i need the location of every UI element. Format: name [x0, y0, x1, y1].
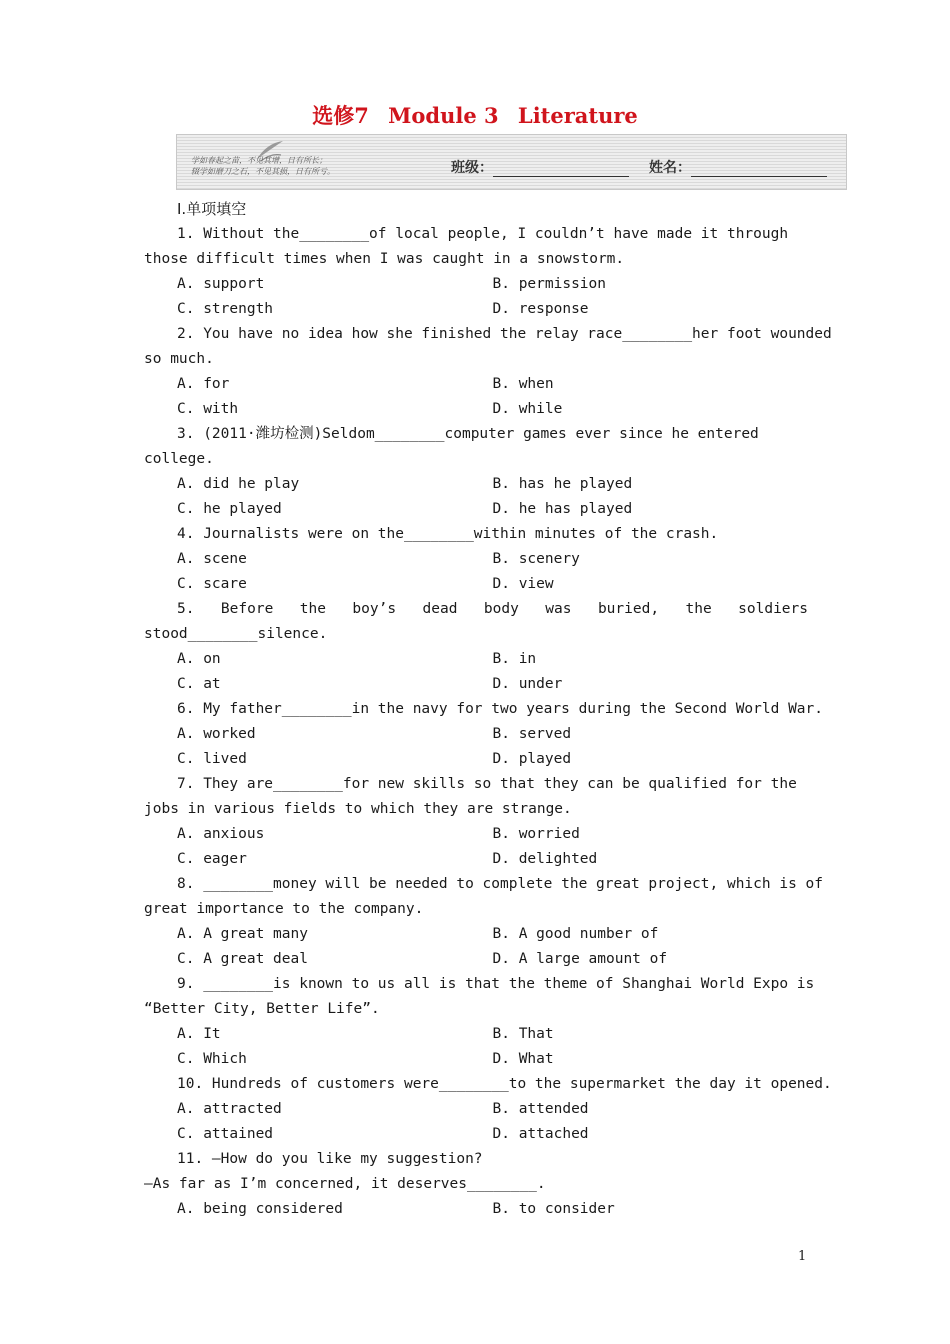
- option-row: [144, 922, 808, 947]
- answer-option[interactable]: C. scare: [177, 576, 247, 592]
- answer-option[interactable]: B. has he played: [492, 476, 633, 492]
- answer-option[interactable]: A. worked: [177, 726, 256, 742]
- option-row: [144, 1022, 808, 1047]
- answer-option[interactable]: B. A good number of: [492, 926, 659, 942]
- question-continuation: stood________silence.: [144, 626, 328, 642]
- answer-option[interactable]: B. to consider: [492, 1201, 615, 1217]
- option-row: [144, 547, 808, 572]
- answer-option[interactable]: A. being considered: [177, 1201, 343, 1217]
- question-list: [144, 222, 832, 1222]
- answer-option[interactable]: B. scenery: [492, 551, 580, 567]
- answer-option[interactable]: D. What: [492, 1051, 554, 1067]
- answer-option[interactable]: D. while: [492, 401, 563, 417]
- title-module: Module 3: [388, 103, 499, 128]
- motto-line-1: 学如春起之苗，不见其增，日有所长；: [191, 156, 327, 165]
- answer-option[interactable]: A. support: [177, 276, 265, 292]
- option-row: [144, 722, 808, 747]
- answer-option[interactable]: D. played: [492, 751, 572, 767]
- answer-option[interactable]: C. he played: [177, 501, 282, 517]
- answer-option[interactable]: C. lived: [177, 751, 247, 767]
- motto-line-2: 辍学如磨刀之石，不见其损，日有所亏。: [191, 167, 335, 176]
- answer-option[interactable]: D. response: [492, 301, 589, 317]
- option-row: [144, 297, 808, 322]
- question-stem: 5. Before the boy’s dead body was buried, the soldiers: [177, 601, 808, 617]
- question-item: [144, 697, 824, 772]
- answer-option[interactable]: C. strength: [177, 301, 274, 317]
- question-stem: 2. You have no idea how she finished the relay race________her foot wounded: [177, 326, 832, 342]
- question-item: [144, 1072, 832, 1147]
- option-row: [144, 847, 808, 872]
- question-continuation: “Better City, Better Life”.: [144, 1001, 380, 1017]
- answer-option[interactable]: B. served: [492, 726, 572, 742]
- option-row: [144, 497, 808, 522]
- question-stem: 4. Journalists were on the________within minutes of the crash.: [177, 526, 719, 542]
- question-stem: 11. —How do you like my suggestion?: [177, 1151, 483, 1167]
- answer-option[interactable]: D. delighted: [492, 851, 598, 867]
- question-item: [144, 322, 832, 422]
- question-item: [144, 422, 808, 522]
- answer-option[interactable]: C. Which: [177, 1051, 247, 1067]
- question-continuation: great importance to the company.: [144, 901, 424, 917]
- question-continuation: jobs in various fields to which they are strange.: [144, 801, 572, 817]
- answer-option[interactable]: A. anxious: [177, 826, 265, 842]
- answer-option[interactable]: A. for: [177, 376, 230, 392]
- answer-option[interactable]: C. at: [177, 676, 221, 692]
- answer-option[interactable]: D. attached: [492, 1126, 589, 1142]
- question-item: [144, 972, 815, 1072]
- page-number: 1: [798, 1249, 807, 1264]
- answer-option[interactable]: C. attained: [177, 1126, 274, 1142]
- name-field: [649, 157, 827, 177]
- class-field: [451, 157, 629, 177]
- question-continuation: so much.: [144, 351, 214, 367]
- name-blank[interactable]: [691, 162, 827, 177]
- question-stem: 6. My father________in the navy for two years during the Second World War.: [177, 701, 824, 717]
- answer-option[interactable]: A. attracted: [177, 1101, 282, 1117]
- option-row: [144, 672, 808, 697]
- section-title: Ⅰ.单项填空: [177, 200, 247, 218]
- option-row: [144, 1122, 808, 1147]
- class-blank[interactable]: [493, 162, 629, 177]
- answer-option[interactable]: A. scene: [177, 551, 247, 567]
- question-stem: 8. ________money will be needed to complete the great project, which is of: [177, 876, 824, 892]
- answer-option[interactable]: B. in: [492, 651, 537, 667]
- option-row: [144, 1097, 808, 1122]
- header-banner: [176, 134, 847, 190]
- answer-option[interactable]: C. A great deal: [177, 951, 308, 967]
- answer-option[interactable]: C. with: [177, 401, 239, 417]
- title-topic: Literature: [517, 103, 638, 128]
- question-item: [144, 772, 808, 872]
- motto: [191, 155, 335, 177]
- question-stem: 9. ________is known to us all is that the theme of Shanghai World Expo is: [177, 976, 815, 992]
- question-item: [144, 222, 808, 322]
- answer-option[interactable]: B. attended: [492, 1101, 589, 1117]
- answer-option[interactable]: A. did he play: [177, 476, 300, 492]
- question-stem: 10. Hundreds of customers were________to the supermarket the day it opened.: [177, 1076, 832, 1092]
- name-label: 姓名：: [649, 160, 691, 176]
- class-label: 班级：: [451, 160, 493, 176]
- option-row: [144, 397, 808, 422]
- question-stem: 1. Without the________of local people, I couldn’t have made it through: [177, 226, 789, 242]
- answer-option[interactable]: A. on: [177, 651, 221, 667]
- question-item: [144, 522, 808, 597]
- answer-option[interactable]: C. eager: [177, 851, 247, 867]
- answer-option[interactable]: D. under: [492, 676, 563, 692]
- answer-option[interactable]: B. permission: [492, 276, 606, 292]
- option-row: [144, 472, 808, 497]
- option-row: [144, 572, 808, 597]
- question-item: [144, 872, 824, 972]
- question-continuation: college.: [144, 451, 214, 467]
- answer-option[interactable]: D. view: [492, 576, 554, 592]
- question-stem: 3. (2011·潍坊检测)Seldom________computer games ever since he entered: [177, 426, 759, 442]
- question-stem: 7. They are________for new skills so that they can be qualified for the: [177, 776, 797, 792]
- question-item: [144, 597, 808, 697]
- question-continuation: —As far as I’m concerned, it deserves________.: [144, 1176, 546, 1192]
- option-row: [144, 272, 808, 297]
- answer-option[interactable]: D. he has played: [492, 501, 633, 517]
- answer-option[interactable]: B. when: [492, 376, 554, 392]
- answer-option[interactable]: B. That: [492, 1026, 554, 1042]
- page-title: [0, 100, 950, 130]
- option-row: [144, 947, 808, 972]
- answer-option[interactable]: D. A large amount of: [492, 951, 668, 967]
- title-cn: 选修7: [312, 103, 369, 128]
- answer-option[interactable]: B. worried: [492, 826, 580, 842]
- option-row: [144, 747, 808, 772]
- question-item: [144, 1147, 808, 1222]
- question-continuation: those difficult times when I was caught in a snowstorm.: [144, 251, 625, 267]
- option-row: [144, 1197, 808, 1222]
- option-row: [144, 822, 808, 847]
- exercise-content: [144, 197, 832, 1222]
- option-row: [144, 1047, 808, 1072]
- answer-option[interactable]: A. It: [177, 1026, 221, 1042]
- option-row: [144, 647, 808, 672]
- option-row: [144, 372, 808, 397]
- answer-option[interactable]: A. A great many: [177, 926, 308, 942]
